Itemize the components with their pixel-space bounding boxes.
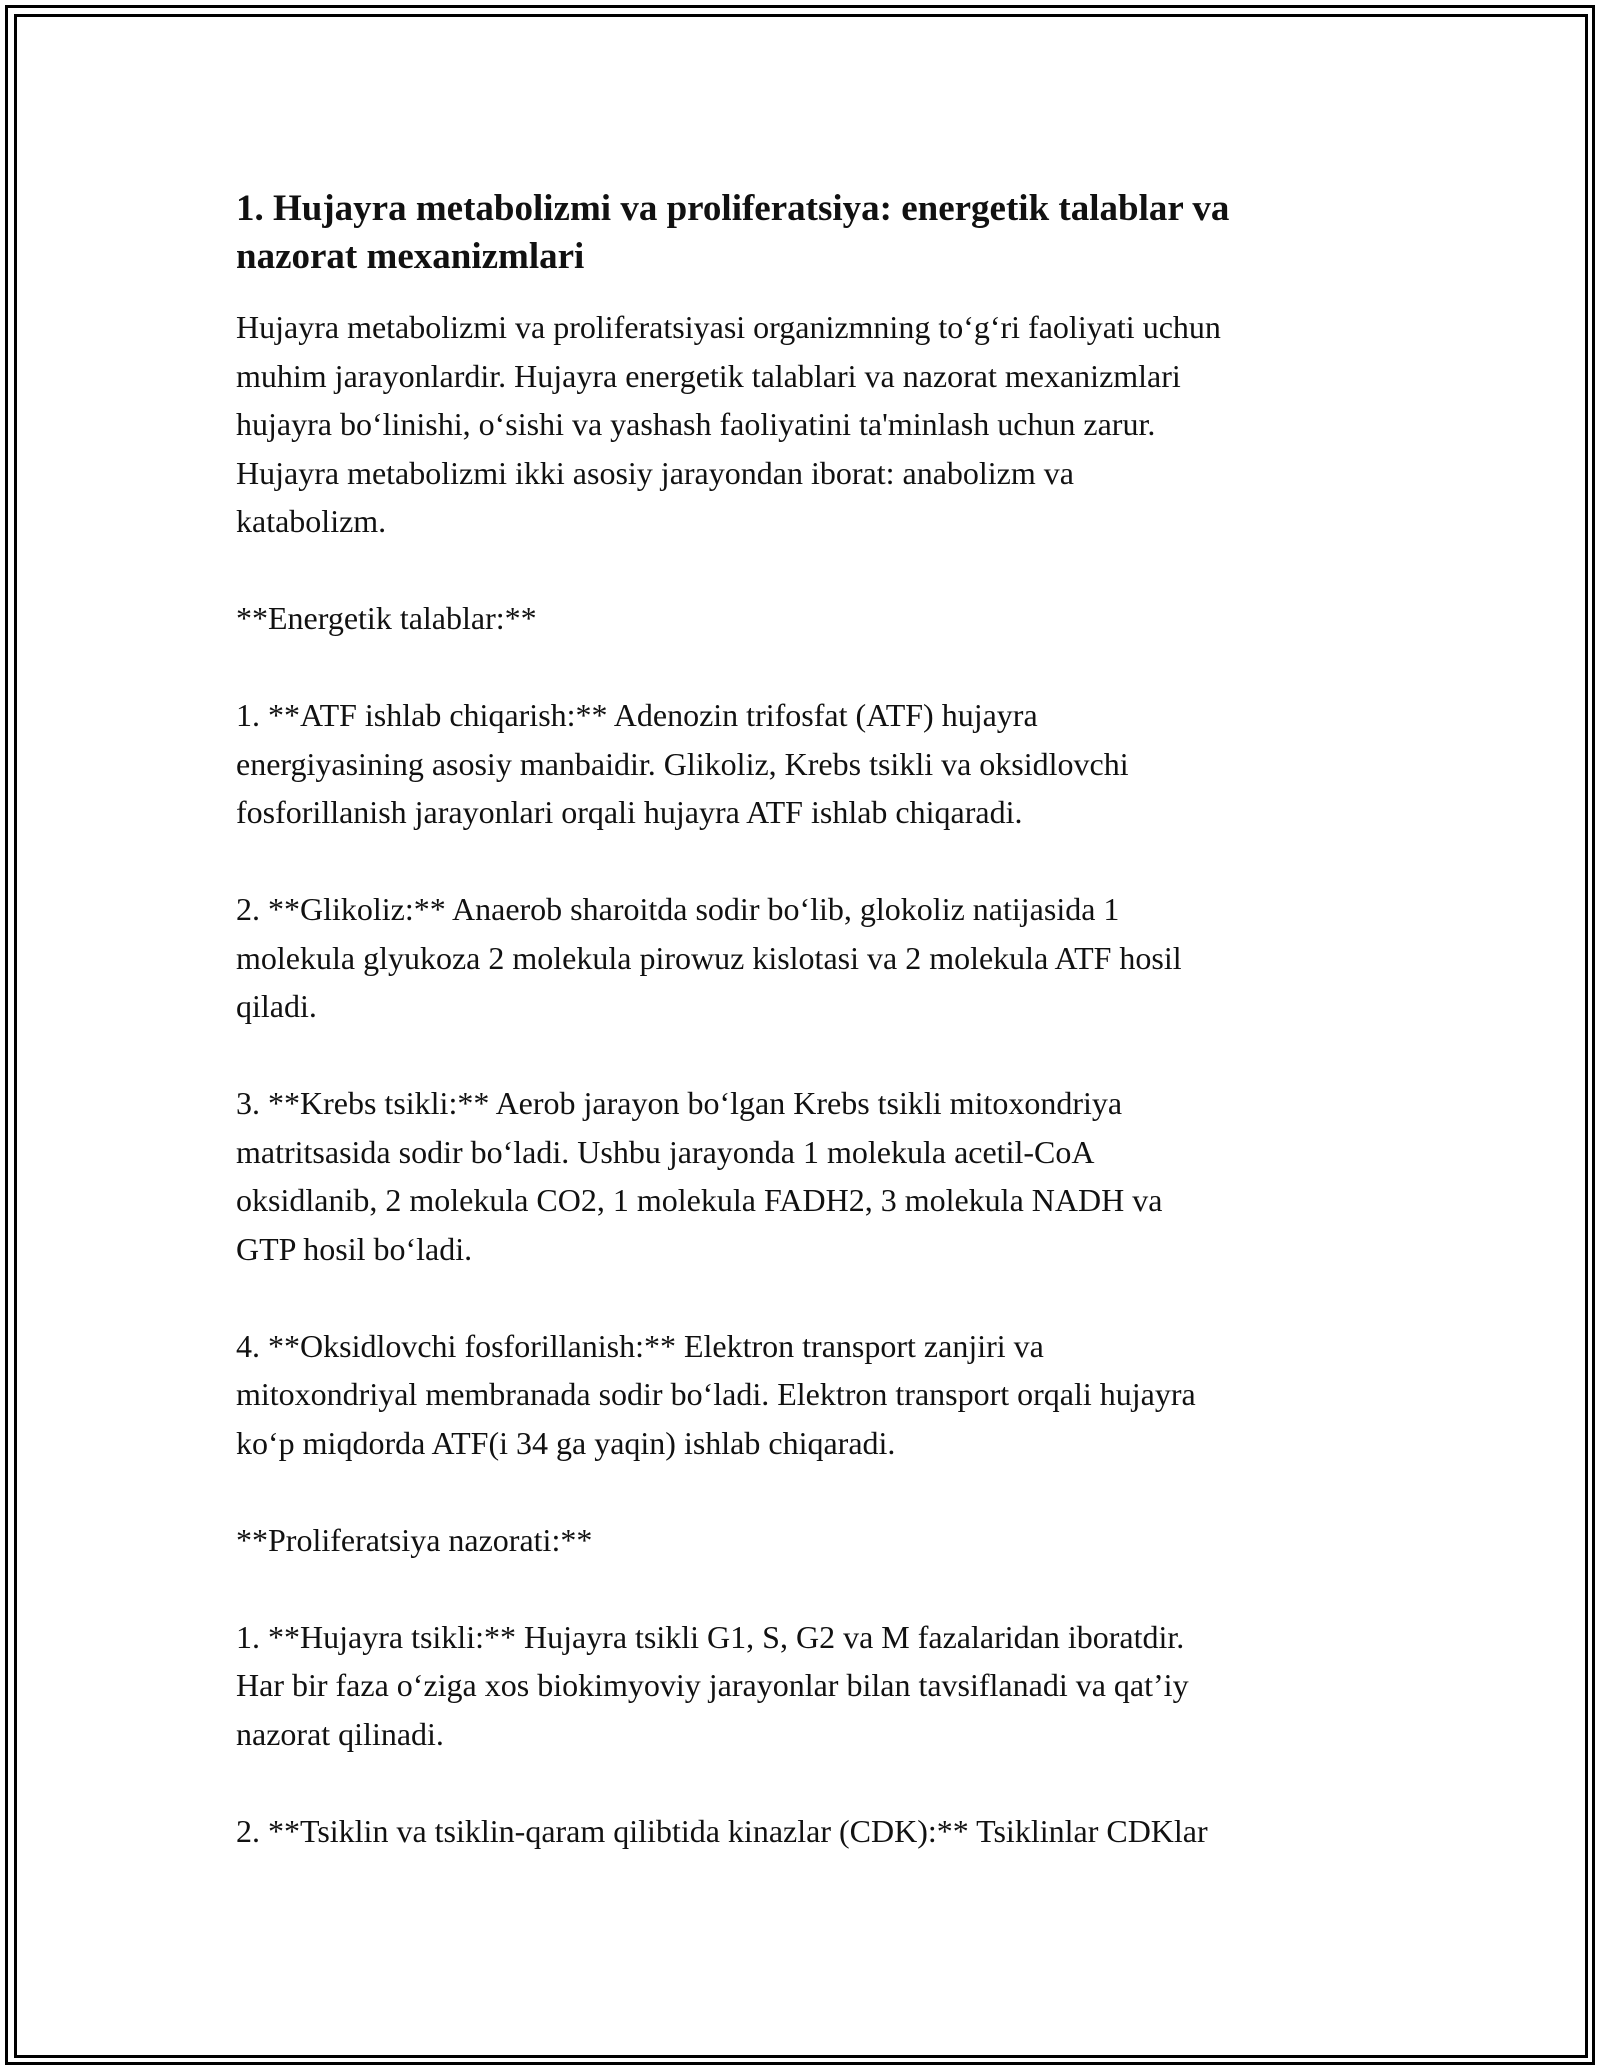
list-item-atp: 1. **ATF ishlab chiqarish:** Adenozin trifosfat (ATF) hujayra energiyasining asosiy manbaidir. Glikoliz, Krebs tsikli va oksidlovchi fosforillanish jarayonlari orqali hujayra ATF ishlab chiqaradi. (236, 697, 1129, 830)
list-item-oxphos: 4. **Oksidlovchi fosforillanish:** Elektron transport zanjiri va mitoxondriyal membranada sodir bo‘ladi. Elektron transport orqali hujayra ko‘p miqdorda ATF(i 34 ga yaqin) ishlab chiqaradi. (236, 1327, 1196, 1461)
list-item-cdk: 2. **Tsiklin va tsiklin-qaram qilibtida kinazlar (CDK):** Tsiklinlar CDKlar (236, 1812, 1208, 1849)
intro-paragraph: Hujayra metabolizmi va proliferatsiyasi organizmning to‘g‘ri faoliyati uchun muhim jarayonlardir. Hujayra energetik talablari va nazorat mexanizmlari hujayra bo‘linishi, o‘sishi va yashash faoliyatini ta'minlash uchun zarur. Hujayra metabolizmi ikki asosiy jarayondan iborat: anabolizm va katabolizm. (236, 309, 1221, 539)
section-heading-proliferation: **Proliferatsiya nazorati:** (236, 1521, 593, 1558)
list-item-krebs: 3. **Krebs tsikli:** Aerob jarayon bo‘lgan Krebs tsikli mitoxondriya matritsasida sodir bo‘ladi. Ushbu jarayonda 1 molekula acetil-CoA oksidlanib, 2 molekula CO2, 1 molekula FADH2, 3 molekula NADH va GTP hosil bo‘ladi. (236, 1085, 1163, 1267)
list-item-glycolysis: 2. **Glikoliz:** Anaerob sharoitda sodir bo‘lib, glokoliz natijasida 1 molekula glyukoza 2 molekula pirowuz kislotasi va 2 molekula ATF hosil qiladi. (236, 891, 1182, 1024)
document-body (236, 185, 1376, 1904)
section-heading-energy: **Energetik talablar:** (236, 600, 537, 636)
list-item-cell-cycle: 1. **Hujayra tsikli:** Hujayra tsikli G1, S, G2 va M fazalaridan iboratdir. Har bir faza o‘ziga xos biokimyoviy jarayonlar bilan tavsiflanadi va qat’iy nazorat qilinadi. (236, 1618, 1189, 1752)
document-title: 1. Hujayra metabolizmi va proliferatsiya: energetik talablar va nazorat mexanizmlari (236, 188, 1230, 277)
